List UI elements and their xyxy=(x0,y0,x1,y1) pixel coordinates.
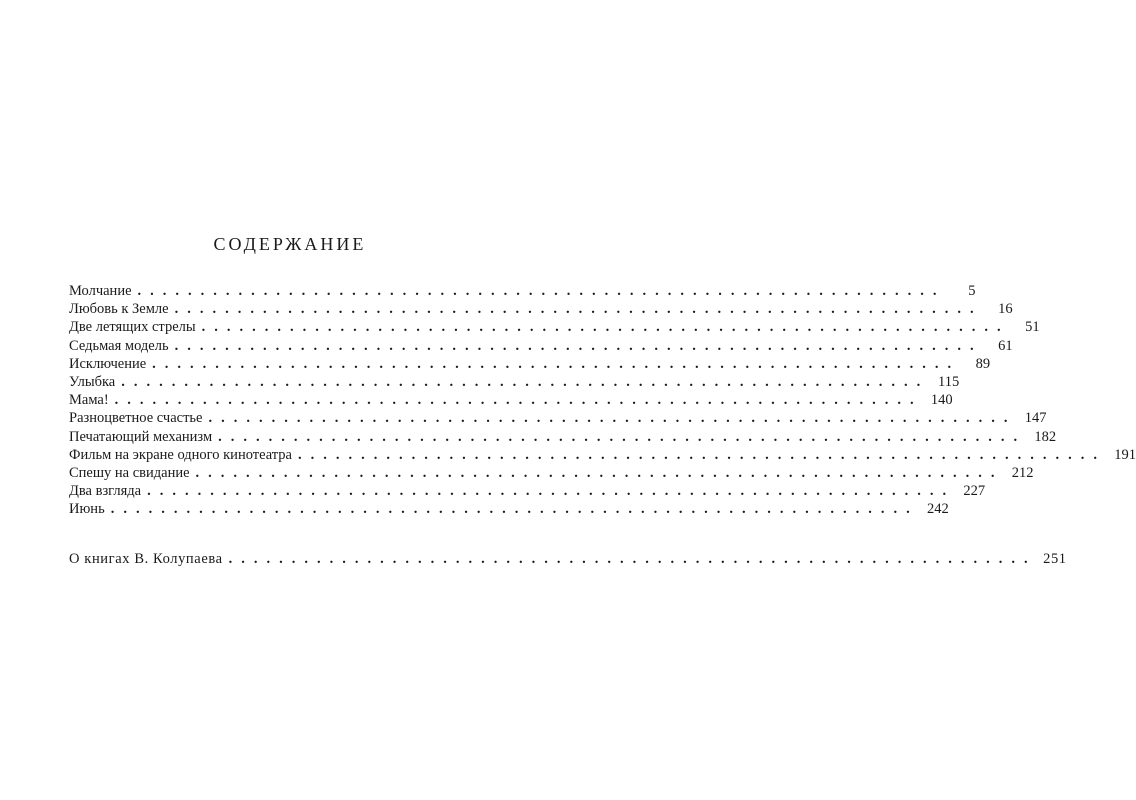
toc-entry-page: 61 xyxy=(998,337,1013,354)
toc-entry xyxy=(69,428,1057,446)
toc-entry xyxy=(69,482,986,500)
toc-entry xyxy=(69,464,1034,482)
toc-entry xyxy=(69,318,1040,336)
toc-entry-page: 191 xyxy=(1114,446,1136,463)
dot-leader: ................................................................ xyxy=(110,501,919,518)
toc-entry xyxy=(69,373,960,391)
toc-entry-title: Улыбка xyxy=(69,373,116,390)
toc-entry-page: 251 xyxy=(1043,551,1067,567)
toc-entry-page: 147 xyxy=(1024,410,1047,427)
toc-entry-title: Два взгляда xyxy=(69,483,142,500)
dot-leader: ................................................................ xyxy=(195,464,1004,481)
toc-entry-page: 182 xyxy=(1034,428,1057,445)
toc-entry xyxy=(69,282,976,300)
toc-entry-title: Фильм на экране одного кинотеатра xyxy=(69,446,292,463)
appendix-section xyxy=(69,550,1067,568)
toc-entry-title: Две летящих стрелы xyxy=(69,319,196,336)
toc-entry-title: О книгах В. Колупаева xyxy=(69,551,223,567)
dot-leader: ................................................................ xyxy=(208,410,1017,427)
toc-entry xyxy=(69,337,1013,355)
toc-entry xyxy=(69,355,991,373)
toc-entry-title: Печатающий механизм xyxy=(69,428,213,445)
toc-entry-page: 5 xyxy=(968,283,976,299)
dot-leader: ................................................................ xyxy=(174,337,983,354)
toc-entry-title: Спешу на свидание xyxy=(69,464,190,481)
toc-entry-page: 140 xyxy=(930,392,953,409)
toc-entry-page: 16 xyxy=(998,301,1013,318)
dot-leader: ................................................................ xyxy=(114,392,923,409)
toc-entry xyxy=(69,500,949,518)
toc-entry-title: Любовь к Земле xyxy=(69,301,169,318)
toc-entry-page: 51 xyxy=(1025,319,1040,336)
toc-entry xyxy=(69,409,1047,427)
toc-entry-title: Исключение xyxy=(69,355,147,372)
dot-leader: ................................................................ xyxy=(297,446,1106,463)
toc-entry-title: Мама! xyxy=(69,392,109,409)
dot-leader: ................................................................ xyxy=(218,428,1027,445)
toc-entry-page: 89 xyxy=(975,355,991,372)
dot-leader: ................................................................ xyxy=(137,283,946,299)
table-of-contents xyxy=(69,282,1136,518)
toc-entry xyxy=(69,391,953,409)
toc-entry-page: 212 xyxy=(1011,464,1034,481)
dot-leader: ................................................................ xyxy=(228,551,1037,567)
dot-leader: ................................................................ xyxy=(147,483,956,500)
dot-leader: ................................................................ xyxy=(152,355,961,372)
toc-entry xyxy=(69,300,1013,318)
dot-leader: ................................................................ xyxy=(121,373,930,390)
toc-entry-title: Разноцветное счастье xyxy=(69,410,203,427)
toc-entry-title: Молчание xyxy=(69,283,132,299)
dot-leader: ................................................................ xyxy=(201,319,1010,336)
toc-entry xyxy=(69,446,1136,464)
toc-entry-page: 242 xyxy=(926,501,949,518)
dot-leader: ................................................................ xyxy=(174,301,983,318)
toc-entry-page: 227 xyxy=(963,483,986,500)
toc-entry-page: 115 xyxy=(938,373,960,390)
toc-entry-title: Июнь xyxy=(69,501,105,518)
toc-entry-title: Седьмая модель xyxy=(69,337,169,354)
page-title: СОДЕРЖАНИЕ xyxy=(213,234,367,254)
toc-entry xyxy=(69,550,1067,568)
